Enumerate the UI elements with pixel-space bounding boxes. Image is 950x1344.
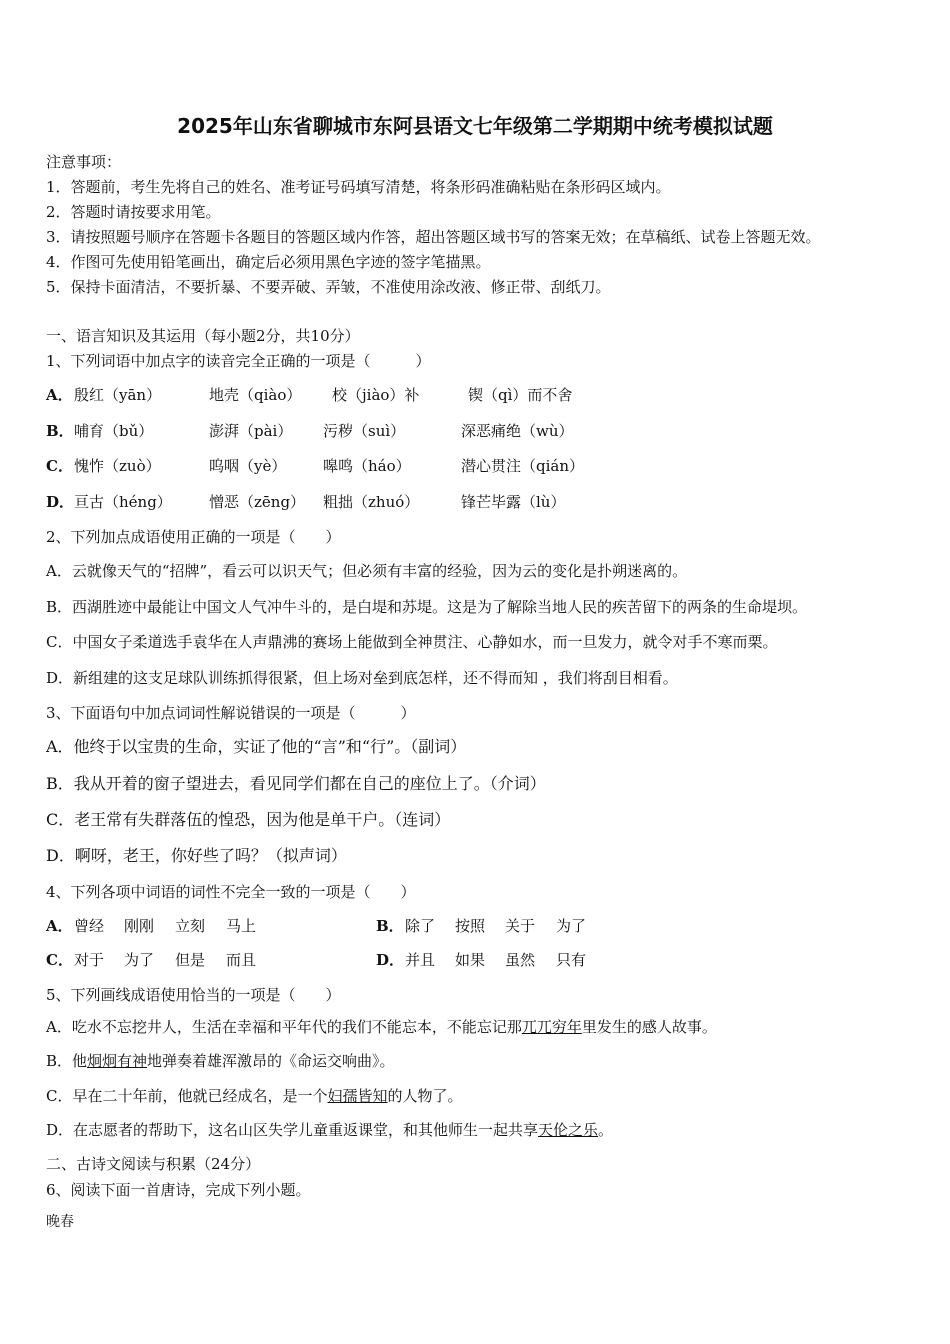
- option-label: D．: [376, 951, 405, 969]
- notice-item: 2．答题时请按要求用笔。: [46, 203, 221, 221]
- q4-word: 立刻: [175, 917, 206, 935]
- q3-option-a: A．他终于以宝贵的生命，实证了他的“言”和“行”。（副词）: [46, 737, 467, 756]
- q4-word: 对于: [74, 951, 105, 969]
- q5-option-b: [46, 1051, 395, 1071]
- q1-word: 哺育（bǔ）: [74, 422, 154, 440]
- q4-word: 只有: [556, 951, 587, 969]
- q2-option-a: A．云就像天气的“招牌”，看云可以识天气；但必须有丰富的经验，因为云的变化是扑朔迷离的。: [46, 562, 688, 580]
- q5-option-d: [46, 1120, 613, 1140]
- option-text: D．在志愿者的帮助下，这名山区失学儿童重返课堂，和其他师生一起共享: [46, 1121, 539, 1139]
- q1-word: 校（jiào）补: [332, 386, 420, 404]
- page-title: 2025年山东省聊城市东阿县语文七年级第二学期期中统考模拟试题: [177, 114, 773, 138]
- q4-word: 为了: [124, 951, 155, 969]
- q1-word: 深恶痛绝（wù）: [461, 422, 574, 440]
- q4-word: 按照: [455, 917, 486, 935]
- option-label: A．: [46, 917, 73, 935]
- q3-option-d: D．啊呀，老王，你好些了吗？（拟声词）: [46, 846, 347, 865]
- q1-word: 憎恶（zēng）: [209, 493, 306, 511]
- q4-stem: 4、下列各项中词语的词性不完全一致的一项是（ ）: [46, 883, 416, 901]
- option-label: D．: [46, 493, 75, 511]
- q5-option-c: [46, 1086, 463, 1106]
- q4-word: 曾经: [74, 917, 105, 935]
- option-label: B．: [376, 917, 404, 935]
- option-label: C．: [46, 951, 73, 969]
- q4-word: 而且: [226, 951, 257, 969]
- section-2-heading: 二、古诗文阅读与积累（24分）: [46, 1155, 261, 1173]
- option-text: C．早在二十年前，他就已经成名，是一个: [46, 1087, 328, 1105]
- option-text: A．吃水不忘挖井人，生活在幸福和平年代的我们不能忘本，不能忘记那: [46, 1018, 522, 1036]
- option-label: C．: [46, 457, 73, 475]
- q2-option-d: D．新组建的这支足球队训练抓得很紧，但上场对垒到底怎样，还不得而知 ，我们将刮目相看。: [46, 669, 678, 687]
- notice-item: 4．作图可先使用铅笔画出，确定后必须用黑色字迹的签字笔描黑。: [46, 253, 491, 271]
- q1-word: 愧怍（zuò）: [74, 457, 161, 475]
- q1-word: 嗥鸣（háo）: [323, 457, 411, 475]
- q1-word: 锋芒毕露（lù）: [461, 493, 566, 511]
- option-label: B．: [46, 422, 74, 440]
- q1-stem: 1、下列词语中加点字的读音完全正确的一项是（ ）: [46, 352, 431, 370]
- underlined-idiom: 天伦之乐: [538, 1121, 599, 1139]
- option-text: 。: [598, 1121, 614, 1139]
- notice-item: 3．请按照题号顺序在答题卡各题目的答题区域内作答，超出答题区域书写的答案无效；在草稿纸、试卷上答题无效。: [46, 228, 821, 246]
- q1-word: 锲（qì）而不舍: [468, 386, 573, 404]
- q1-word: 污秽（suì）: [323, 422, 406, 440]
- notice-heading: 注意事项：: [46, 153, 122, 171]
- q4-word: 马上: [226, 917, 257, 935]
- option-label: A．: [46, 386, 73, 404]
- q4-word: 但是: [175, 951, 206, 969]
- q1-word: 潜心贯注（qián）: [461, 457, 585, 475]
- poem-title: 晚春: [46, 1214, 74, 1230]
- q4-word: 并且: [405, 951, 436, 969]
- q2-stem: 2、下列加点成语使用正确的一项是（ ）: [46, 528, 341, 546]
- option-text: B．他: [46, 1052, 88, 1070]
- underlined-idiom: 炯炯有神: [87, 1052, 148, 1070]
- q6-stem: 6、阅读下面一首唐诗，完成下列小题。: [46, 1181, 311, 1199]
- q1-word: 地壳（qiào）: [209, 386, 302, 404]
- q4-word: 刚刚: [124, 917, 155, 935]
- q4-word: 关于: [505, 917, 536, 935]
- option-text: 里发生的感人故事。: [581, 1018, 717, 1036]
- option-text: 地弹奏着雄浑激昂的《命运交响曲》。: [147, 1052, 395, 1070]
- underlined-idiom: 妇孺皆知: [327, 1087, 388, 1105]
- q1-word: 粗拙（zhuó）: [323, 493, 420, 511]
- q5-stem: 5、下列画线成语使用恰当的一项是（ ）: [46, 986, 341, 1004]
- underlined-idiom: 兀兀穷年: [521, 1018, 582, 1036]
- q4-word: 为了: [556, 917, 587, 935]
- q5-option-a: [46, 1017, 717, 1037]
- q1-word: 殷红（yān）: [74, 386, 162, 404]
- section-1-heading: 一、语言知识及其运用（每小题2分，共10分）: [46, 327, 360, 345]
- q2-option-c: C．中国女子柔道选手袁华在人声鼎沸的赛场上能做到全神贯注、心静如水，而一旦发力，就令对手不寒而栗。: [46, 633, 778, 651]
- q2-option-b: B．西湖胜迹中最能让中国文人气冲牛斗的，是白堤和苏堤。这是为了解除当地人民的疾苦留下的两条的生命堤坝。: [46, 598, 808, 616]
- notice-item: 5．保持卡面清洁，不要折暴、不要弄破、弄皱，不准使用涂改液、修正带、刮纸刀。: [46, 278, 611, 296]
- q4-word: 如果: [455, 951, 486, 969]
- q1-word: 呜咽（yè）: [209, 457, 287, 475]
- q3-option-b: B．我从开着的窗子望进去，看见同学们都在自己的座位上了。（介词）: [46, 774, 546, 793]
- q4-word: 虽然: [505, 951, 536, 969]
- q1-word: 澎湃（pài）: [209, 422, 293, 440]
- notice-item: 1．答题前，考生先将自己的姓名、准考证号码填写清楚，将条形码准确粘贴在条形码区域内。: [46, 178, 671, 196]
- option-text: 的人物了。: [387, 1087, 463, 1105]
- q4-word: 除了: [405, 917, 436, 935]
- q3-option-c: C．老王常有失群落伍的惶恐，因为他是单干户。（连词）: [46, 810, 451, 829]
- q3-stem: 3、下面语句中加点词词性解说错误的一项是（ ）: [46, 704, 416, 722]
- q1-word: 亘古（héng）: [74, 493, 172, 511]
